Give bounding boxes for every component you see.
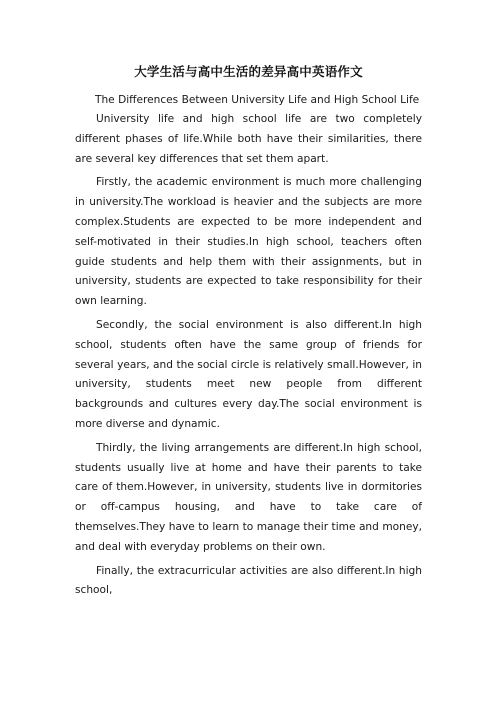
paragraph-extracurricular: Finally, the extracurricular activities are also different.In high school, [75,564,422,597]
paragraph-academic: Firstly, the academic environment is much more challenging in university.The workload is heavier and the subjects are more complex.Students are expected to be more independent and self-motivated in their studies.In high school, teachers often guide students and help them with their assignments, but in university, students are expected to take responsibility for their own learning. [75,176,422,308]
page-title: 大学生活与高中生活的差异高中英语作文 [134,64,363,79]
paragraph-intro: University life and high school life are two completely different phases of life.While both have their similarities, there are several key differences that set them apart. [75,113,422,165]
paragraph-living: Thirdly, the living arrangements are different.In high school, students usually live at home and have their parents to take care of them.However, in university, students live in dormitories or off-campus housing, and have to take care of themselves.They have to learn to manage their time and money, and deal with everyday problems on their own. [75,441,422,553]
essay-body [75,110,422,601]
paragraph-social: Secondly, the social environment is also different.In high school, students often have the same group of friends for several years, and the social circle is relatively small.However, in university, students meet new people from different backgrounds and cultures every day.The social environment is more diverse and dynamic. [75,318,422,430]
essay-subtitle: The Differences Between University Life and High School Life [95,94,420,106]
